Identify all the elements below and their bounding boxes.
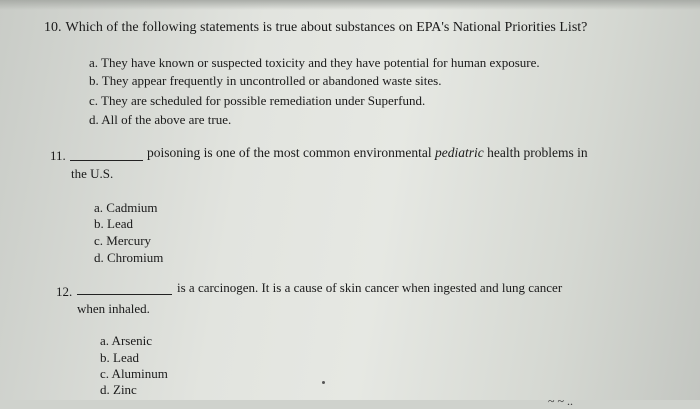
question-10 — [44, 20, 587, 36]
question-11-blank — [70, 160, 143, 161]
question-11-text — [147, 145, 588, 161]
question-12-option-b: b. Lead — [100, 350, 139, 365]
question-11-option-b: b. Lead — [94, 216, 133, 231]
question-10-option-d: d. All of the above are true. — [89, 112, 232, 127]
question-11-option-a: a. Cadmium — [94, 200, 158, 215]
question-11-option-d: d. Chromium — [94, 250, 164, 265]
question-10-number: 10. — [44, 20, 62, 35]
question-12-text-line2: when inhaled. — [77, 301, 150, 316]
page-edge-shadow — [0, 0, 700, 10]
question-12-option-d: d. Zinc — [100, 382, 137, 397]
question-11-option-c: c. Mercury — [94, 233, 152, 248]
stray-dot — [322, 381, 325, 384]
question-12-option-c: c. Aluminum — [100, 366, 168, 381]
question-11-text-line2: the U.S. — [71, 166, 114, 181]
question-11-text-part2: health problems in — [483, 145, 588, 160]
question-11-text-italic: pediatric — [434, 145, 484, 160]
question-11-text-part1: poisoning is one of the most common environmental — [147, 145, 435, 160]
question-12-blank — [77, 294, 172, 295]
question-10-option-a: a. They have known or suspected toxicity and they have potential for human exposure. — [89, 55, 540, 70]
question-12-text: is a carcinogen. It is a cause of skin cancer when ingested and lung cancer — [177, 280, 563, 295]
question-10-option-c: c. They are scheduled for possible remediation under Superfund. — [89, 93, 426, 108]
question-11-number: 11. — [50, 148, 66, 163]
question-12-number: 12. — [56, 284, 73, 299]
question-10-option-b: b. They appear frequently in uncontrolled or abandoned waste sites. — [89, 73, 442, 88]
cut-off-text: ~ ~ .. — [548, 394, 573, 408]
question-10-text: Which of the following statements is true about substances on EPA's National Priorities List? — [65, 20, 588, 35]
question-12-option-a: a. Arsenic — [100, 333, 152, 348]
